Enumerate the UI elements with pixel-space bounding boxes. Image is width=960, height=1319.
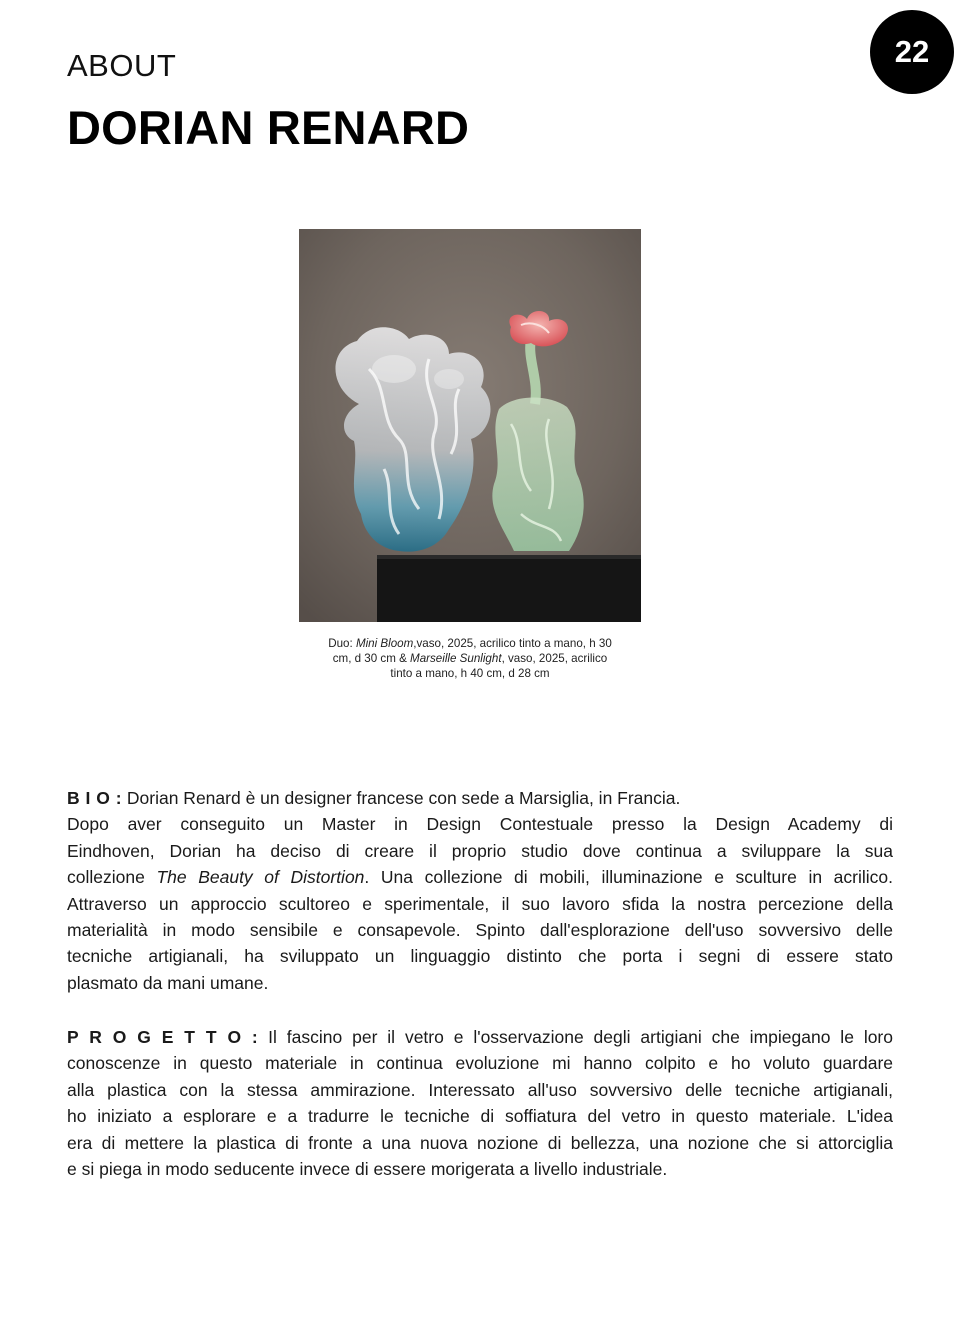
bio-text: tecniche artigianali, ha sviluppato un linguaggio distinto che porta i segni di essere stato — [67, 946, 893, 967]
bio-label: B I O : — [67, 788, 123, 808]
bio-text: Attraverso un approccio scultoreo e sperimentale, il suo lavoro sfida la nostra percezione della — [67, 893, 893, 914]
bio-text: plasmato da mani umane. — [67, 972, 269, 993]
bio-text: materialità in modo sensibile e consapevole. Spinto dall'esplorazione dell'uso sovversivo delle — [67, 920, 893, 941]
bio-paragraph — [67, 785, 893, 996]
progetto-paragraph — [67, 1024, 893, 1182]
bio-text: . Una collezione di mobili, illuminazione e sculture in acrilico. — [364, 867, 893, 888]
progetto-text: alla plastica con la stessa ammirazione. Interessato all'uso sovversivo delle tecniche artigianali, — [67, 1079, 893, 1100]
caption-text: , vaso, 2025, acrilico — [501, 652, 608, 665]
progetto-text: e si piega in modo seducente invece di essere morigerata a livello industriale. — [67, 1159, 668, 1180]
artwork-caption — [304, 636, 636, 681]
bio-text: collezione — [67, 867, 157, 888]
caption-text: Duo: — [328, 637, 356, 650]
caption-title-marseille-sunlight: Marseille Sunlight — [410, 652, 502, 665]
bio-text: Dorian Renard è un designer francese con sede a Marsiglia, in Francia. — [122, 788, 681, 808]
section-kicker: ABOUT — [67, 48, 177, 83]
collection-title: The Beauty of Distortion — [156, 867, 365, 888]
artwork-photo — [299, 229, 641, 622]
progetto-text: era di mettere la plastica di fronte a una nuova nozione di bellezza, una nozione che si attorciglia — [67, 1132, 893, 1153]
progetto-text: conoscenze in questo materiale in continua evoluzione mi hanno colpito e ho voluto guardare — [67, 1053, 893, 1074]
progetto-label: P R O G E T T O : — [67, 1027, 259, 1047]
progetto-text: Il fascino per il vetro e l'osservazione degli artigiani che impiegano le loro — [258, 1027, 893, 1047]
bio-text: Eindhoven, Dorian ha deciso di creare il proprio studio dove continua a sviluppare la sua — [67, 840, 893, 861]
page-number-badge — [870, 10, 954, 94]
caption-text: cm, d 30 cm & — [332, 652, 411, 665]
caption-text: tinto a mano, h 40 cm, d 28 cm — [390, 667, 550, 680]
bio-text: Dopo aver conseguito un Master in Design Contestuale presso la Design Academy di — [67, 814, 893, 835]
progetto-text: ho iniziato a esplorare e a tradurre le tecniche di soffiatura del vetro in questo materiale. L'idea — [67, 1106, 893, 1127]
page-title: DORIAN RENARD — [67, 101, 470, 154]
caption-title-mini-bloom: Mini Bloom — [355, 637, 414, 650]
caption-text: ,vaso, 2025, acrilico tinto a mano, h 30 — [413, 637, 612, 650]
page-number: 22 — [894, 34, 930, 69]
